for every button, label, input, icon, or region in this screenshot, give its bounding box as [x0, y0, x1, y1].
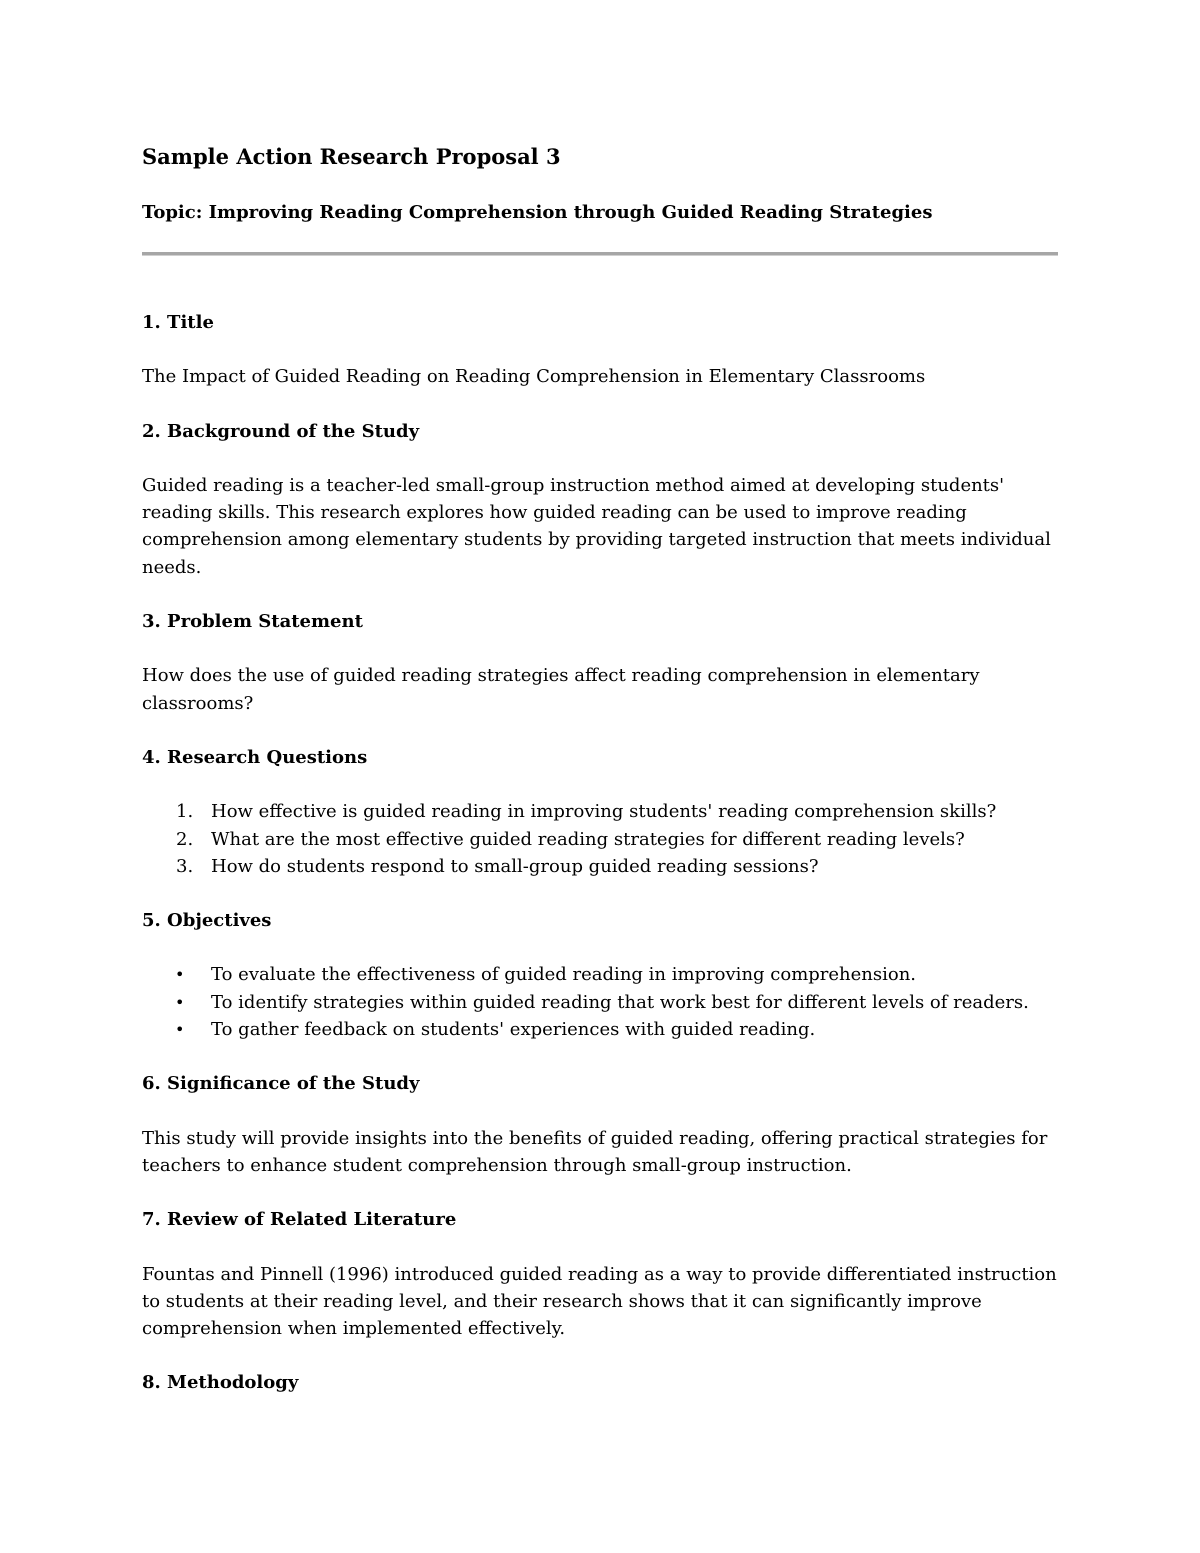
list-item-text: To gather feedback on students' experiences with guided reading. [211, 1019, 816, 1041]
section-methodology [142, 1369, 1060, 1396]
bullet-icon: • [175, 965, 185, 985]
horizontal-divider [142, 252, 1058, 256]
list-item-text: How do students respond to small-group guided reading sessions? [211, 855, 819, 877]
list-item [142, 961, 1060, 988]
section-text: Guided reading is a teacher-led small-group instruction method aimed at developing students' reading skills. This research explores how guided reading can be used to improve reading comprehension among elementary students by providing targeted instruction that meets individual needs. [142, 474, 1051, 578]
list-item [142, 853, 1060, 880]
section-heading: 4. Research Questions [142, 746, 368, 768]
list-number: 3. [176, 855, 194, 877]
section-heading: 8. Methodology [142, 1372, 299, 1394]
bullet-list [142, 961, 1060, 1043]
section-heading: 2. Background of the Study [142, 420, 420, 442]
section-heading: 1. Title [142, 312, 214, 333]
section-problem-statement [142, 608, 1060, 717]
section-heading: 7. Review of Related Literature [142, 1209, 457, 1231]
list-item-text: To evaluate the effectiveness of guided reading in improving comprehension. [211, 964, 917, 986]
bullet-icon: • [175, 992, 185, 1012]
document-title: Sample Action Research Proposal 3 [142, 144, 561, 169]
section-text: Fountas and Pinnell (1996) introduced guided reading as a way to provide differentiated instruction to students at their reading level, and their research shows that it can significantly improve comprehension when implemented effectively. [142, 1263, 1057, 1340]
section-heading: 5. Objectives [142, 910, 272, 932]
section-heading: 3. Problem Statement [142, 611, 363, 633]
list-item [142, 1016, 1060, 1043]
list-number: 2. [176, 828, 194, 850]
section-background [142, 418, 1060, 581]
list-item [142, 989, 1060, 1016]
list-number: 1. [176, 801, 194, 823]
section-research-questions [142, 744, 1060, 880]
section-text: The Impact of Guided Reading on Reading Comprehension in Elementary Classrooms [142, 366, 926, 388]
section-significance [142, 1070, 1060, 1179]
list-item-text: How effective is guided reading in improving students' reading comprehension skills? [211, 801, 997, 823]
numbered-list [142, 798, 1060, 880]
section-literature-review [142, 1206, 1060, 1342]
section-title [142, 309, 1060, 391]
section-objectives [142, 907, 1060, 1043]
document-topic: Topic: Improving Reading Comprehension through Guided Reading Strategies [142, 202, 933, 223]
list-item [142, 798, 1060, 825]
list-item-text: What are the most effective guided reading strategies for different reading levels? [211, 828, 965, 850]
section-text: How does the use of guided reading strategies affect reading comprehension in elementary classrooms? [142, 665, 980, 714]
list-item [142, 826, 1060, 853]
document-body [142, 309, 1060, 1424]
section-text: This study will provide insights into the benefits of guided reading, offering practical strategies for teachers to enhance student comprehension through small-group instruction. [142, 1127, 1048, 1176]
section-heading: 6. Significance of the Study [142, 1073, 420, 1095]
bullet-icon: • [175, 1020, 185, 1040]
list-item-text: To identify strategies within guided reading that work best for different levels of readers. [211, 991, 1029, 1013]
